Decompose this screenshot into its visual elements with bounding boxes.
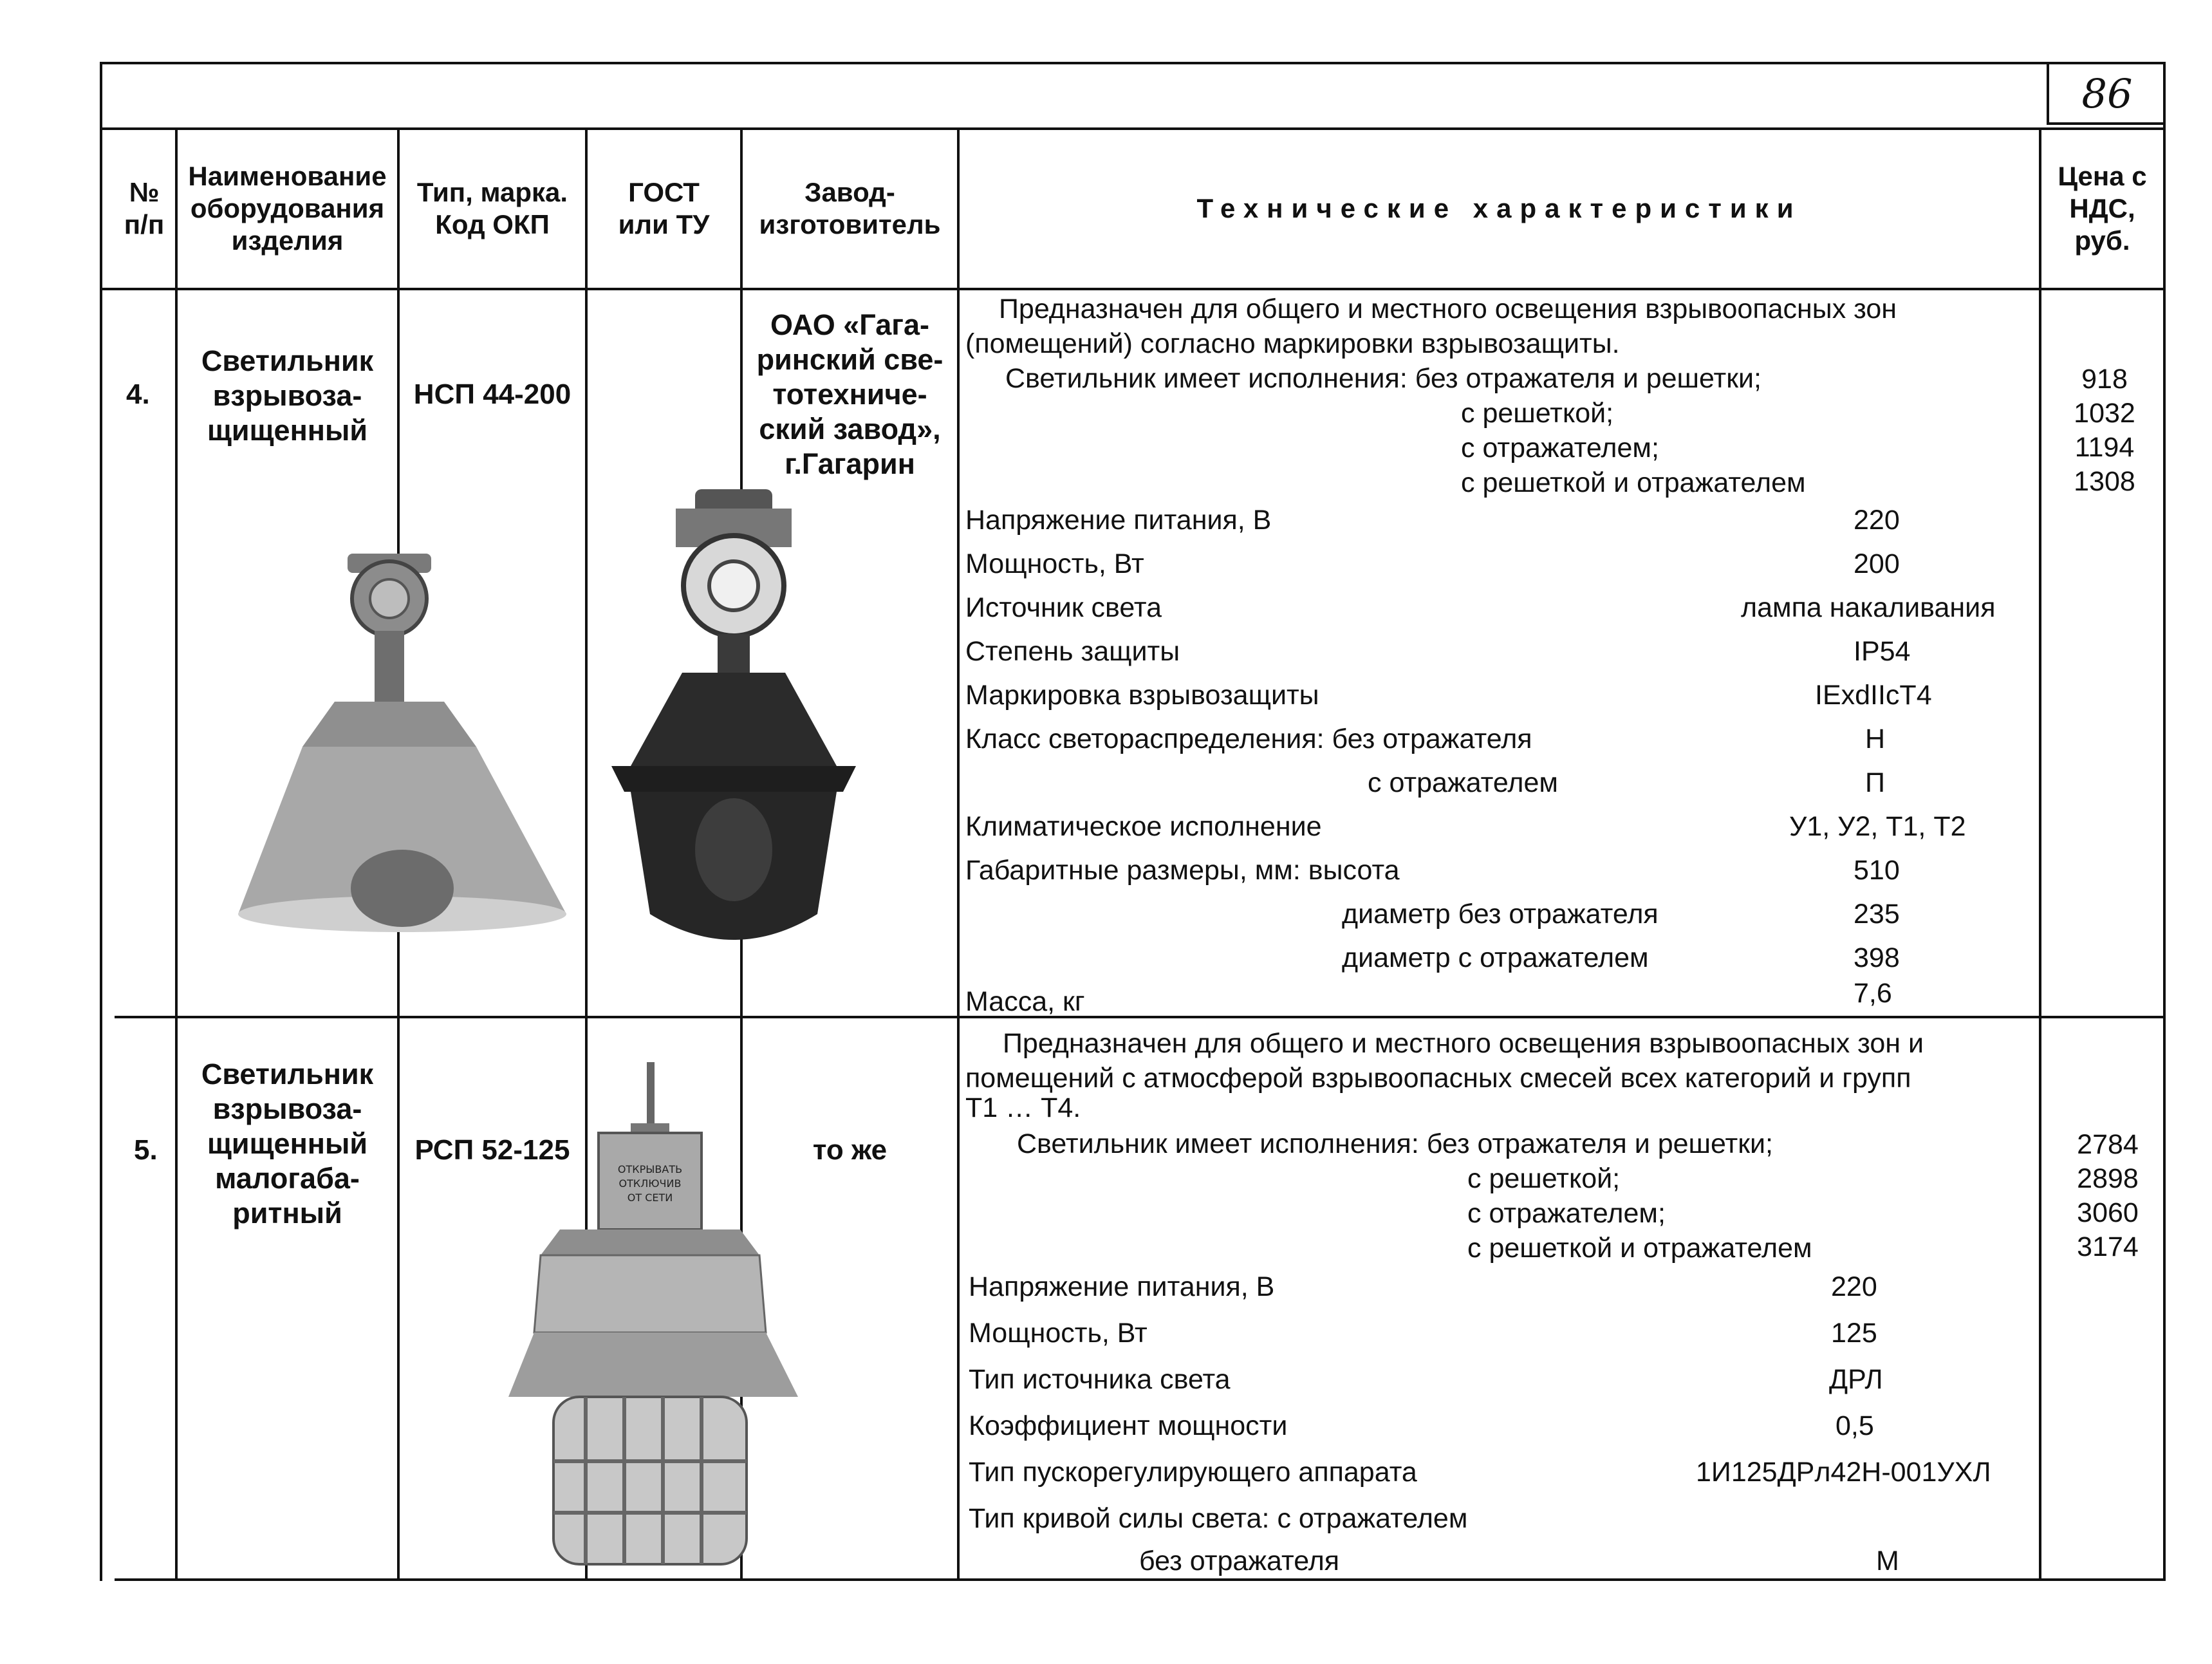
- header-bottom-line: [100, 288, 2166, 290]
- row4-spec-label: Мощность, Вт: [965, 548, 1144, 579]
- header-price-line3: руб.: [2074, 225, 2130, 256]
- row4-spec-label: Масса, кг: [965, 986, 1085, 1017]
- row4-spec-label: Класс светораспределения: без отражателя: [965, 724, 1532, 754]
- row4-spec-label: Климатическое исполнение: [965, 811, 1322, 842]
- header-gost: [588, 129, 740, 288]
- header-type-line2: Код ОКП: [435, 209, 550, 239]
- header-num-line2: п/п: [124, 209, 165, 239]
- header-maker-line1: Завод-: [804, 176, 895, 207]
- row4-spec-value: лампа накаливания: [1741, 592, 1996, 623]
- row4-maker-line5: г.Гагарин: [785, 447, 915, 480]
- header-type-line1: Тип, марка.: [416, 176, 568, 207]
- header-price-line1: Цена с: [2058, 160, 2147, 191]
- row4-maker-line2: ринский све-: [756, 343, 943, 376]
- row4-price-2: 1032: [2074, 398, 2135, 429]
- row4-spec-label: с отражателем: [1368, 767, 1558, 798]
- row5-variant-2: с решеткой;: [1467, 1163, 1621, 1194]
- header-name: [178, 129, 397, 288]
- header-specs: Технические характеристики: [1196, 192, 1802, 223]
- row4-spec-label: диаметр с отражателем: [1342, 942, 1649, 973]
- row5-price-3: 3060: [2077, 1197, 2139, 1228]
- lamp-nsp-dark-image: [605, 489, 888, 978]
- row5-type: РСП 52-125: [414, 1134, 570, 1166]
- header-price: [2041, 129, 2163, 288]
- row4-spec-value: П: [1865, 767, 1885, 798]
- row4-number: 4.: [126, 379, 150, 410]
- row-divider: [115, 1016, 2166, 1018]
- row5-spec-value: ДРЛ: [1829, 1364, 1883, 1395]
- row5-variant-3: с отражателем;: [1467, 1198, 1666, 1229]
- row4-variant-2: с решеткой;: [1461, 398, 1614, 429]
- header-name-line1: Наименование: [188, 160, 387, 191]
- row5-price-1: 2784: [2077, 1129, 2139, 1160]
- header-maker: [743, 129, 957, 288]
- row4-name-line2: взрывоза-: [212, 379, 362, 412]
- row4-prices: [2047, 362, 2162, 499]
- row5-spec-label: Мощность, Вт: [969, 1318, 1148, 1349]
- row5-number: 5.: [134, 1134, 158, 1166]
- row4-spec-value: 7,6: [1854, 978, 1892, 1009]
- row5-spec-value: М: [1876, 1546, 1899, 1576]
- row5-spec-label: Напряжение питания, В: [969, 1271, 1275, 1302]
- row5-prices: [2050, 1128, 2166, 1264]
- row5-desc-line3: Т1 … Т4.: [965, 1092, 1081, 1123]
- row5-name-line2: взрывоза-: [212, 1092, 362, 1125]
- row4-price-4: 1308: [2074, 466, 2135, 497]
- row4-price-3: 1194: [2074, 432, 2135, 463]
- row4-spec-value: 510: [1854, 855, 1900, 886]
- row4-spec-label: Габаритные размеры, мм: высота: [965, 855, 1400, 886]
- top-border: [100, 62, 2166, 64]
- header-num: [113, 129, 175, 288]
- row4-spec-value: 235: [1854, 899, 1900, 930]
- row4-spec-value: IExdIIcT4: [1815, 680, 1932, 711]
- lamp-rsp-image: [502, 1062, 804, 1577]
- row4-spec-label: диаметр без отражателя: [1342, 899, 1659, 930]
- row5-spec-label: Тип кривой силы света: с отражателем: [969, 1503, 1468, 1534]
- row5-name-line1: Светильник: [201, 1058, 374, 1090]
- header-gost-line2: или ТУ: [618, 209, 710, 239]
- row4-name: [178, 344, 397, 448]
- row4-maker-line3: тотехниче-: [772, 378, 927, 411]
- row5-spec-label: без отражателя: [1139, 1546, 1340, 1576]
- row5-spec-value: 220: [1831, 1271, 1877, 1302]
- row4-spec-value: 398: [1854, 942, 1900, 973]
- row4-desc-line2: (помещений) согласно маркировки взрывозащиты.: [965, 328, 1620, 359]
- lamp-nsp-reflector-image: [232, 554, 579, 940]
- row4-spec-label: Маркировка взрывозащиты: [965, 680, 1319, 711]
- row4-type: НСП 44-200: [413, 379, 572, 410]
- row4-name-line3: щищенный: [207, 414, 368, 447]
- row4-maker: [743, 308, 957, 481]
- row5-name-line3: щищенный: [207, 1127, 368, 1160]
- header-maker-line2: изготовитель: [759, 209, 941, 239]
- lamp-label-line3: ОТ СЕТИ: [627, 1192, 673, 1204]
- row4-variant-3: с отражателем;: [1461, 433, 1659, 463]
- row5-variant-4: с решеткой и отражателем: [1467, 1233, 1812, 1264]
- row5-desc-line2: помещений с атмосферой взрывоопасных смесей всех категорий и групп: [965, 1063, 1911, 1094]
- row5-variants-label: Светильник имеет исполнения: без отражателя и решетки;: [1017, 1128, 1774, 1159]
- row4-price-1: 918: [2081, 364, 2128, 395]
- row4-spec-value: 220: [1854, 505, 1900, 536]
- header-num-line1: №: [129, 176, 160, 207]
- header-gost-line1: ГОСТ: [628, 176, 700, 207]
- row4-desc-line1: Предназначен для общего и местного освещения взрывоопасных зон: [999, 294, 1897, 324]
- row4-variant-4: с решеткой и отражателем: [1461, 467, 1806, 498]
- row4-spec-value: Н: [1865, 724, 1886, 754]
- row5-desc-line1: Предназначен для общего и местного освещения взрывоопасных зон и: [1003, 1028, 1924, 1059]
- row4-spec-value: IP54: [1854, 636, 1911, 667]
- row5-spec-value: 1И125ДРл42Н-001УХЛ: [1696, 1457, 1991, 1488]
- col-line-6: [2039, 127, 2041, 1581]
- row5-name-line4: малогаба-: [215, 1162, 360, 1195]
- row4-spec-label: Степень защиты: [965, 636, 1180, 667]
- row5-price-2: 2898: [2077, 1163, 2139, 1194]
- row4-spec-label: Напряжение питания, В: [965, 505, 1272, 536]
- row4-name-line1: Светильник: [201, 344, 374, 377]
- row4-maker-line4: ский завод»,: [759, 413, 941, 445]
- header-name-line3: изделия: [231, 225, 344, 256]
- col-line-5: [957, 127, 960, 1581]
- row4-spec-label: Источник света: [965, 592, 1162, 623]
- row5-spec-label: Тип источника света: [969, 1364, 1231, 1395]
- row5-name: [178, 1057, 397, 1231]
- row5-maker: то же: [812, 1134, 888, 1166]
- row5-spec-value: 0,5: [1836, 1410, 1874, 1441]
- row4-variants-label: Светильник имеет исполнения: без отражателя и решетки;: [1005, 363, 1762, 394]
- bottom-border: [115, 1578, 2166, 1581]
- row4-spec-value: У1, У2, Т1, Т2: [1789, 811, 1966, 842]
- row5-price-4: 3174: [2077, 1231, 2139, 1262]
- row5-spec-value: 125: [1831, 1318, 1877, 1349]
- lamp-label-line2: ОТКЛЮЧИВ: [618, 1177, 682, 1190]
- lamp-label-line1: ОТКРЫВАТЬ: [617, 1163, 683, 1175]
- page-number: 86: [2047, 64, 2165, 125]
- row4-spec-value: 200: [1854, 548, 1900, 579]
- row4-maker-line1: ОАО «Гага-: [770, 308, 930, 341]
- header-price-line2: НДС,: [2069, 192, 2135, 223]
- header-name-line2: оборудования: [190, 192, 385, 223]
- row5-spec-label: Коэффициент мощности: [969, 1410, 1288, 1441]
- row5-name-line5: ритный: [232, 1197, 342, 1229]
- row5-spec-label: Тип пускорегулирующего аппарата: [969, 1457, 1417, 1488]
- header-type: [400, 129, 585, 288]
